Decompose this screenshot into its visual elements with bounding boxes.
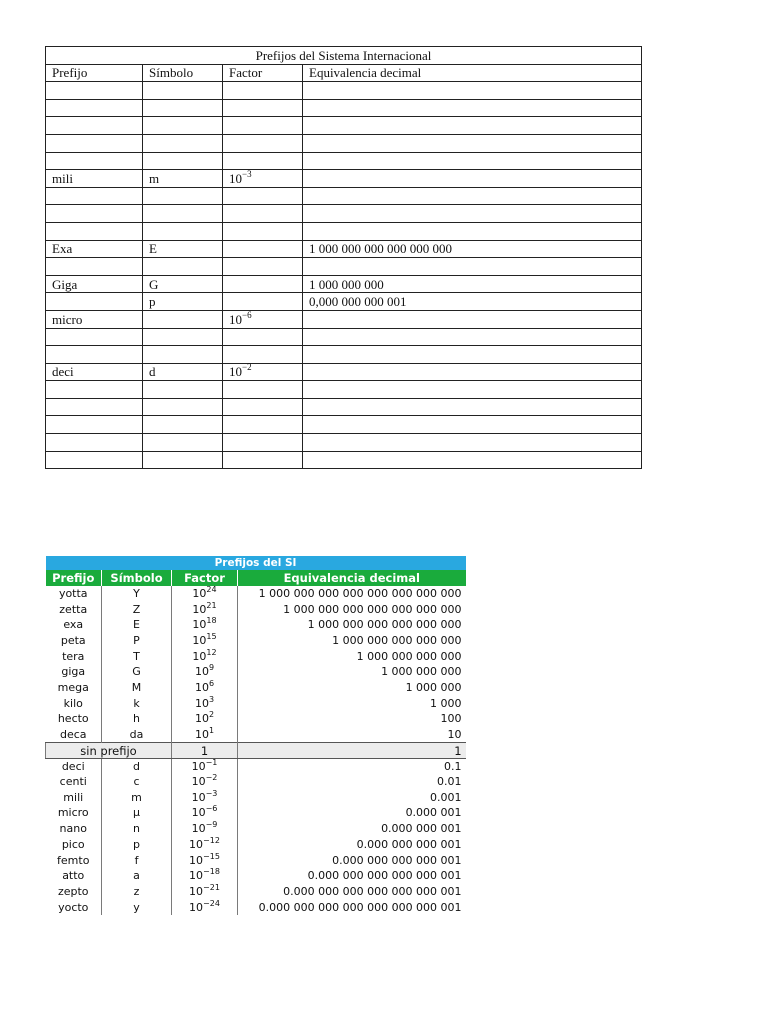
worksheet-cell-symbol — [143, 82, 223, 100]
reference-cell-symbol: f — [102, 853, 172, 869]
reference-factor-exponent: 18 — [206, 616, 217, 626]
worksheet-cell-symbol — [143, 222, 223, 240]
reference-base-label: sin prefijo — [46, 743, 172, 759]
worksheet-cell-decimal: 1 000 000 000 — [303, 275, 642, 293]
reference-cell-decimal: 0.000 001 — [238, 806, 466, 822]
worksheet-cell-prefix — [46, 222, 143, 240]
worksheet-row — [46, 258, 642, 276]
worksheet-cell-decimal — [303, 170, 642, 188]
reference-cell-symbol: T — [102, 649, 172, 665]
worksheet-row — [46, 222, 642, 240]
reference-cell-prefix: femto — [57, 853, 90, 867]
reference-cell-prefix: mili — [63, 790, 84, 804]
reference-factor-base: 10 — [192, 649, 207, 663]
worksheet-row — [46, 434, 642, 452]
reference-cell-symbol: d — [102, 759, 172, 775]
reference-cell-decimal: 1 000 000 000 000 000 000 000 — [238, 602, 466, 618]
reference-cell-prefix: deca — [59, 727, 87, 741]
reference-cell-decimal: 1 000 000 000 000 000 000 — [238, 617, 466, 633]
reference-cell-symbol: h — [102, 712, 172, 728]
reference-row — [46, 727, 466, 743]
worksheet-cell-decimal — [303, 82, 642, 100]
reference-cell-factor — [172, 853, 238, 869]
worksheet-cell-prefix — [46, 293, 143, 311]
worksheet-cell-factor — [223, 170, 303, 188]
reference-factor-exponent: 15 — [206, 631, 217, 641]
reference-cell-factor — [172, 759, 238, 775]
worksheet-cell-decimal — [303, 258, 642, 276]
worksheet-title-row — [46, 47, 642, 65]
worksheet-cell-symbol — [143, 205, 223, 223]
reference-cell-decimal: 100 — [238, 712, 466, 728]
worksheet-factor-base: 10 — [229, 364, 242, 380]
reference-cell-decimal: 0.000 000 000 000 000 001 — [238, 868, 466, 884]
worksheet-row — [46, 240, 642, 258]
reference-cell-decimal: 1 000 — [238, 696, 466, 712]
worksheet-factor-base: 10 — [229, 170, 242, 186]
reference-factor-base: 10 — [189, 869, 204, 883]
worksheet-cell-decimal — [303, 363, 642, 381]
reference-row — [46, 633, 466, 649]
reference-cell-factor — [172, 774, 238, 790]
worksheet-cell-symbol — [143, 310, 223, 328]
worksheet-cell-symbol — [143, 99, 223, 117]
reference-header-prefix: Prefijo — [46, 570, 102, 586]
worksheet-row — [46, 205, 642, 223]
worksheet-row — [46, 99, 642, 117]
worksheet-cell-prefix — [46, 258, 143, 276]
reference-factor-exponent: 2 — [208, 710, 215, 720]
reference-factor-exponent: 12 — [206, 647, 217, 657]
worksheet-row — [46, 363, 642, 381]
reference-factor-base: 10 — [191, 822, 206, 836]
worksheet-cell-prefix — [46, 187, 143, 205]
reference-cell-prefix: kilo — [63, 696, 83, 710]
reference-factor-exponent: −24 — [203, 898, 220, 908]
worksheet-cell-decimal — [303, 346, 642, 364]
worksheet-cell-prefix — [46, 398, 143, 416]
reference-factor-exponent: −1 — [205, 757, 218, 767]
worksheet-cell-decimal — [303, 451, 642, 469]
worksheet-cell-factor — [223, 310, 303, 328]
reference-cell-prefix: atto — [62, 869, 85, 883]
reference-cell-symbol: da — [102, 727, 172, 743]
reference-cell-symbol: M — [102, 680, 172, 696]
worksheet-header-symbol: Símbolo — [143, 64, 223, 82]
worksheet-cell-factor — [223, 134, 303, 152]
worksheet-cell-factor — [223, 416, 303, 434]
worksheet-cell-symbol — [143, 346, 223, 364]
worksheet-cell-decimal — [303, 205, 642, 223]
reference-base-decimal: 1 — [238, 743, 466, 759]
worksheet-cell-symbol: d — [143, 363, 223, 381]
worksheet-cell-symbol — [143, 398, 223, 416]
reference-table — [45, 556, 466, 915]
reference-factor-exponent: −15 — [203, 851, 220, 861]
reference-factor-base: 10 — [192, 633, 207, 647]
worksheet-cell-factor — [223, 434, 303, 452]
reference-cell-prefix: deci — [61, 759, 85, 773]
reference-header-decimal: Equivalencia decimal — [238, 570, 466, 586]
worksheet-row — [46, 398, 642, 416]
worksheet-cell-decimal — [303, 134, 642, 152]
reference-cell-symbol: a — [102, 868, 172, 884]
reference-factor-base: 10 — [189, 884, 204, 898]
worksheet-cell-symbol: E — [143, 240, 223, 258]
reference-factor-base: 10 — [192, 602, 207, 616]
reference-factor-base: 10 — [189, 837, 204, 851]
worksheet-cell-factor — [223, 346, 303, 364]
worksheet-cell-prefix — [46, 328, 143, 346]
reference-cell-prefix: mega — [57, 680, 89, 694]
reference-cell-factor — [172, 633, 238, 649]
worksheet-row — [46, 187, 642, 205]
worksheet-cell-symbol: m — [143, 170, 223, 188]
reference-cell-prefix: yocto — [58, 900, 89, 914]
worksheet-factor-exponent: −2 — [242, 362, 252, 373]
reference-cell-prefix: pico — [61, 837, 85, 851]
reference-cell-decimal: 0.000 000 001 — [238, 821, 466, 837]
reference-cell-factor — [172, 837, 238, 853]
worksheet-cell-prefix: Giga — [46, 275, 143, 293]
reference-cell-decimal: 0.1 — [238, 759, 466, 775]
reference-row — [46, 680, 466, 696]
reference-cell-symbol: z — [102, 884, 172, 900]
worksheet-cell-factor — [223, 381, 303, 399]
reference-cell-factor — [172, 868, 238, 884]
worksheet-cell-symbol — [143, 152, 223, 170]
reference-header-factor: Factor — [172, 570, 238, 586]
reference-factor-exponent: −21 — [203, 882, 220, 892]
worksheet-header-row — [46, 64, 642, 82]
reference-cell-decimal: 1 000 000 000 000 000 — [238, 633, 466, 649]
reference-row — [46, 868, 466, 884]
worksheet-row — [46, 328, 642, 346]
reference-row — [46, 759, 466, 775]
reference-row — [46, 790, 466, 806]
reference-factor-base: 10 — [189, 900, 204, 914]
worksheet-cell-factor — [223, 187, 303, 205]
worksheet-cell-symbol: G — [143, 275, 223, 293]
reference-cell-factor — [172, 680, 238, 696]
worksheet-cell-prefix — [46, 434, 143, 452]
worksheet-header-decimal: Equivalencia decimal — [303, 64, 642, 82]
reference-cell-symbol: c — [102, 774, 172, 790]
worksheet-row — [46, 82, 642, 100]
reference-factor-exponent: 24 — [206, 584, 217, 594]
reference-row — [46, 774, 466, 790]
worksheet-factor-exponent: −3 — [242, 168, 252, 179]
worksheet-cell-decimal — [303, 310, 642, 328]
reference-cell-factor — [172, 884, 238, 900]
worksheet-cell-decimal: 1 000 000 000 000 000 000 — [303, 240, 642, 258]
reference-factor-base: 10 — [192, 586, 207, 600]
reference-factor-base: 10 — [192, 618, 207, 632]
reference-factor-base: 10 — [194, 727, 209, 741]
worksheet-row — [46, 310, 642, 328]
worksheet-cell-symbol — [143, 381, 223, 399]
worksheet-cell-prefix — [46, 381, 143, 399]
worksheet-cell-symbol — [143, 451, 223, 469]
reference-factor-base: 10 — [191, 790, 206, 804]
reference-row — [46, 821, 466, 837]
reference-factor-base: 10 — [194, 665, 209, 679]
worksheet-row — [46, 170, 642, 188]
worksheet-cell-decimal — [303, 117, 642, 135]
reference-cell-factor — [172, 806, 238, 822]
worksheet-cell-decimal — [303, 222, 642, 240]
reference-row — [46, 696, 466, 712]
reference-cell-prefix: yotta — [58, 586, 88, 600]
worksheet-title: Prefijos del Sistema Internacional — [46, 47, 642, 65]
worksheet-cell-prefix — [46, 416, 143, 434]
worksheet-cell-prefix — [46, 451, 143, 469]
reference-cell-factor — [172, 664, 238, 680]
worksheet-header-prefix: Prefijo — [46, 64, 143, 82]
reference-row — [46, 900, 466, 916]
reference-factor-base: 10 — [191, 775, 206, 789]
reference-cell-decimal: 0.000 000 000 000 000 000 000 001 — [238, 900, 466, 916]
worksheet-cell-factor — [223, 451, 303, 469]
worksheet-cell-prefix — [46, 134, 143, 152]
reference-cell-factor — [172, 900, 238, 916]
worksheet-cell-prefix — [46, 117, 143, 135]
worksheet-cell-factor — [223, 328, 303, 346]
reference-cell-factor — [172, 790, 238, 806]
worksheet-row — [46, 381, 642, 399]
reference-factor-exponent: 1 — [208, 725, 215, 735]
reference-cell-symbol: Y — [102, 586, 172, 602]
reference-title: Prefijos del SI — [46, 556, 466, 570]
reference-row — [46, 664, 466, 680]
worksheet-cell-decimal: 0,000 000 000 001 — [303, 293, 642, 311]
worksheet-row — [46, 346, 642, 364]
reference-factor-exponent: −12 — [203, 835, 220, 845]
worksheet-cell-decimal — [303, 99, 642, 117]
reference-factor-exponent: 21 — [206, 600, 217, 610]
reference-cell-factor — [172, 617, 238, 633]
reference-cell-decimal: 0.000 000 000 000 001 — [238, 853, 466, 869]
worksheet-factor-exponent: −6 — [242, 309, 252, 320]
worksheet-cell-decimal — [303, 187, 642, 205]
worksheet-cell-prefix: deci — [46, 363, 143, 381]
worksheet-cell-decimal — [303, 416, 642, 434]
reference-cell-prefix: peta — [60, 633, 86, 647]
worksheet-row — [46, 152, 642, 170]
reference-row — [46, 853, 466, 869]
reference-row — [46, 602, 466, 618]
worksheet-row — [46, 275, 642, 293]
worksheet-factor-base: 10 — [229, 311, 242, 327]
reference-cell-decimal: 1 000 000 — [238, 680, 466, 696]
reference-row — [46, 617, 466, 633]
reference-cell-symbol: m — [102, 790, 172, 806]
worksheet-cell-decimal — [303, 152, 642, 170]
worksheet-row — [46, 451, 642, 469]
worksheet-cell-symbol — [143, 187, 223, 205]
reference-cell-symbol: P — [102, 633, 172, 649]
reference-factor-base: 10 — [194, 696, 209, 710]
reference-row — [46, 649, 466, 665]
reference-row — [46, 884, 466, 900]
reference-factor-exponent: 6 — [208, 678, 215, 688]
worksheet-cell-prefix — [46, 82, 143, 100]
reference-factor-exponent: 3 — [208, 694, 215, 704]
reference-factor-exponent: −9 — [205, 820, 218, 830]
reference-cell-symbol: n — [102, 821, 172, 837]
worksheet-cell-factor — [223, 152, 303, 170]
reference-cell-symbol: y — [102, 900, 172, 916]
reference-cell-prefix: micro — [57, 806, 89, 820]
reference-cell-factor — [172, 712, 238, 728]
reference-cell-factor — [172, 649, 238, 665]
reference-row — [46, 586, 466, 602]
worksheet-table — [45, 46, 642, 469]
worksheet-cell-prefix — [46, 205, 143, 223]
reference-cell-decimal: 1 000 000 000 000 — [238, 649, 466, 665]
worksheet-cell-factor — [223, 275, 303, 293]
reference-cell-prefix: hecto — [57, 712, 89, 726]
worksheet-cell-symbol — [143, 416, 223, 434]
reference-title-row — [46, 556, 466, 570]
worksheet-cell-factor — [223, 363, 303, 381]
worksheet-cell-symbol — [143, 434, 223, 452]
reference-cell-prefix: nano — [59, 822, 87, 836]
reference-row — [46, 837, 466, 853]
reference-cell-decimal: 0.000 000 000 000 000 000 001 — [238, 884, 466, 900]
worksheet-cell-symbol — [143, 258, 223, 276]
reference-cell-decimal: 1 000 000 000 — [238, 664, 466, 680]
worksheet-cell-factor — [223, 258, 303, 276]
reference-cell-factor — [172, 727, 238, 743]
worksheet-row — [46, 117, 642, 135]
reference-factor-exponent: −3 — [205, 788, 218, 798]
worksheet-cell-decimal — [303, 328, 642, 346]
worksheet-cell-prefix — [46, 99, 143, 117]
reference-factor-exponent: 9 — [208, 663, 215, 673]
reference-cell-factor — [172, 696, 238, 712]
reference-cell-factor — [172, 821, 238, 837]
worksheet-row — [46, 293, 642, 311]
worksheet-cell-factor — [223, 82, 303, 100]
worksheet-cell-prefix: mili — [46, 170, 143, 188]
worksheet-cell-factor — [223, 99, 303, 117]
worksheet-cell-factor — [223, 222, 303, 240]
worksheet-cell-factor — [223, 117, 303, 135]
reference-header-symbol: Símbolo — [102, 570, 172, 586]
reference-base-row — [46, 743, 466, 759]
reference-cell-prefix: zetta — [59, 602, 88, 616]
worksheet-cell-prefix — [46, 346, 143, 364]
reference-factor-base: 10 — [194, 680, 209, 694]
reference-row — [46, 712, 466, 728]
worksheet-row — [46, 134, 642, 152]
reference-factor-base: 10 — [191, 806, 206, 820]
worksheet-row — [46, 416, 642, 434]
reference-cell-decimal: 1 000 000 000 000 000 000 000 000 — [238, 586, 466, 602]
worksheet-cell-prefix: Exa — [46, 240, 143, 258]
reference-cell-symbol: E — [102, 617, 172, 633]
reference-factor-base: 10 — [194, 712, 209, 726]
reference-factor-exponent: −18 — [203, 867, 220, 877]
reference-factor-base: 10 — [189, 853, 204, 867]
reference-cell-symbol: µ — [102, 806, 172, 822]
reference-factor-exponent: −2 — [205, 773, 218, 783]
reference-cell-decimal: 0.01 — [238, 774, 466, 790]
worksheet-cell-decimal — [303, 434, 642, 452]
worksheet-cell-factor — [223, 240, 303, 258]
worksheet-cell-decimal — [303, 398, 642, 416]
reference-cell-decimal: 0.001 — [238, 790, 466, 806]
worksheet-cell-decimal — [303, 381, 642, 399]
reference-header-row — [46, 570, 466, 586]
reference-cell-prefix: zepto — [57, 884, 89, 898]
worksheet-header-factor: Factor — [223, 64, 303, 82]
reference-cell-symbol: p — [102, 837, 172, 853]
worksheet-cell-prefix: micro — [46, 310, 143, 328]
reference-cell-factor — [172, 586, 238, 602]
reference-cell-decimal: 0.000 000 000 001 — [238, 837, 466, 853]
worksheet-cell-factor — [223, 293, 303, 311]
reference-cell-prefix: tera — [62, 649, 85, 663]
reference-cell-prefix: exa — [63, 618, 84, 632]
reference-cell-symbol: G — [102, 664, 172, 680]
reference-factor-exponent: −6 — [205, 804, 218, 814]
reference-factor-base: 10 — [191, 759, 206, 773]
reference-cell-decimal: 10 — [238, 727, 466, 743]
worksheet-cell-symbol — [143, 117, 223, 135]
reference-row — [46, 806, 466, 822]
worksheet-cell-prefix — [46, 152, 143, 170]
reference-base-factor: 1 — [172, 743, 238, 759]
reference-cell-prefix: giga — [61, 665, 86, 679]
worksheet-cell-factor — [223, 205, 303, 223]
reference-cell-prefix: centi — [59, 775, 87, 789]
reference-cell-symbol: k — [102, 696, 172, 712]
reference-cell-symbol: Z — [102, 602, 172, 618]
reference-cell-factor — [172, 602, 238, 618]
worksheet-cell-symbol — [143, 328, 223, 346]
worksheet-cell-symbol: p — [143, 293, 223, 311]
worksheet-cell-factor — [223, 398, 303, 416]
worksheet-cell-symbol — [143, 134, 223, 152]
